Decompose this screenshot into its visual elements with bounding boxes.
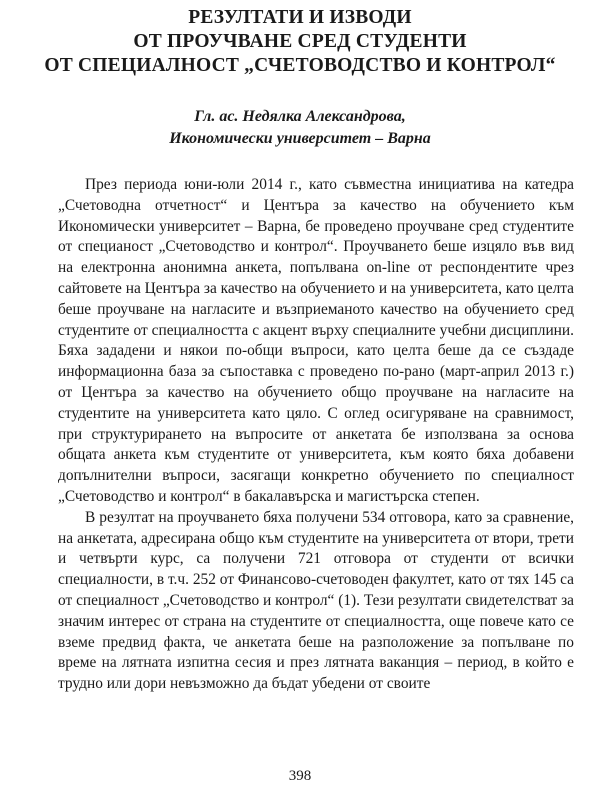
title-line-3: ОТ СПЕЦИАЛНОСТ „СЧЕТОВОДСТВО И КОНТРОЛ“	[44, 55, 556, 76]
title-line-1: РЕЗУЛТАТИ И ИЗВОДИ	[188, 7, 412, 28]
paragraph: През периода юни-юли 2014 г., като съвместна инициатива на катедра „Счетоводна отчетност“ и Центъра за качество на обучението към Икономически университет – Варна, бе проведено проучване сред студентите от специаност „Счетоводство и контрол“. Проучването беше изцяло във вид на електронна анонимна анкета, попълвана on-line от респондентите чрез сайтовете на Центъра за качество на обучението и на университета, като целта беше проучване на нагласите и възприеманото качество на обучението сред студентите от специалността с акцент върху специалните учебни дисциплини. Бяха зададени и някои по-общи въпроси, като целта беше да се създаде информационна база за съпоставка с проведено по-рано (март-април 2013 г.) от Центъра за качество на обучението общо проучване на нагласите на студентите на университета като цяло. С оглед осигуряване на сравнимост, при структурирането на въпросите от анкетата бе използвана за основа общата анкета към студентите от университета, към която бяха добавени допълнителни въпроси, засягащи конкретно обучението по специалност „Счетоводство и контрол“ в бакалавърска и магистърска степен.	[58, 176, 574, 505]
body-text	[58, 175, 574, 695]
title-line-2: ОТ ПРОУЧВАНЕ СРЕД СТУДЕНТИ	[133, 31, 467, 52]
author-block	[0, 106, 600, 150]
author-name: Гл. ас. Недялка Александрова,	[194, 108, 406, 125]
author-affiliation: Икономически университет – Варна	[169, 130, 431, 147]
article-title	[0, 0, 600, 78]
paragraph: В резултат на проучването бяха получени 534 отговора, като за сравнение, на анкетата, адресирана общо към студентите на университета от втори, трети и четвърти курс, са получени 721 отговора от студенти от всички специалности, в т.ч. 252 от Финансово-счетоводен факултет, като от тях 145 са от специалност „Счетоводство и контрол“ (1). Тези резултати свидетелстват за значим интерес от страна на студентите от специалността, още повече като се вземе предвид факта, че анкетата беше на разположение за попълване по време на лятната изпитна сесия и през лятната ваканция – период, в който е трудно или дори невъзможно да бъдат убедени от своите	[58, 508, 574, 693]
page-number: 398	[288, 768, 312, 784]
